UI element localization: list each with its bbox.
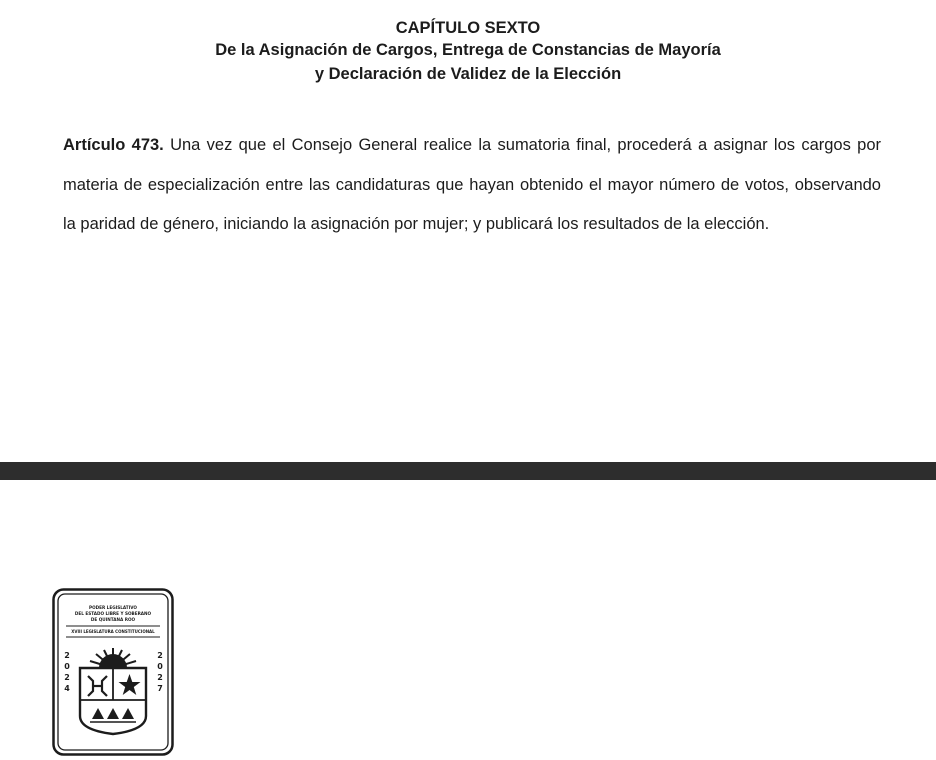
seal-year-right-1: 2 bbox=[157, 651, 163, 660]
seal-year-left-3: 2 bbox=[64, 673, 70, 682]
legislature-seal-icon bbox=[52, 588, 174, 756]
seal-year-left-2: 0 bbox=[64, 662, 70, 671]
seal-year-left-4: 4 bbox=[64, 684, 70, 693]
seal-header-line1: PODER LEGISLATIVO bbox=[89, 605, 137, 610]
seal-year-right-2: 0 bbox=[157, 662, 163, 671]
article-paragraph bbox=[63, 126, 881, 245]
seal-year-right-3: 2 bbox=[157, 673, 163, 682]
chapter-subtitle-line1: De la Asignación de Cargos, Entrega de Constancias de Mayoría bbox=[215, 41, 721, 59]
seal-header-line2: DEL ESTADO LIBRE Y SOBERANO bbox=[74, 611, 152, 616]
article-label: Artículo 473. bbox=[63, 136, 164, 154]
seal-header-line3: DE QUINTANA ROO bbox=[90, 617, 136, 622]
chapter-subtitle-line2: y Declaración de Validez de la Elección bbox=[314, 65, 622, 83]
seal-year-left-1: 2 bbox=[64, 651, 70, 660]
page-divider bbox=[0, 462, 936, 480]
article-text: Una vez que el Consejo General realice la sumatoria final, procederá a asignar los cargos por materia de especialización entre las candidaturas que hayan obtenido el mayor número de votos, observando la paridad de género, iniciando la asignación por mujer; y publicará los resultados de la elección. bbox=[63, 136, 881, 233]
seal-year-right-4: 7 bbox=[157, 684, 163, 693]
seal-header-line4: XVIII LEGISLATURA CONSTITUCIONAL bbox=[71, 629, 155, 634]
chapter-title: CAPÍTULO SEXTO bbox=[395, 19, 541, 37]
